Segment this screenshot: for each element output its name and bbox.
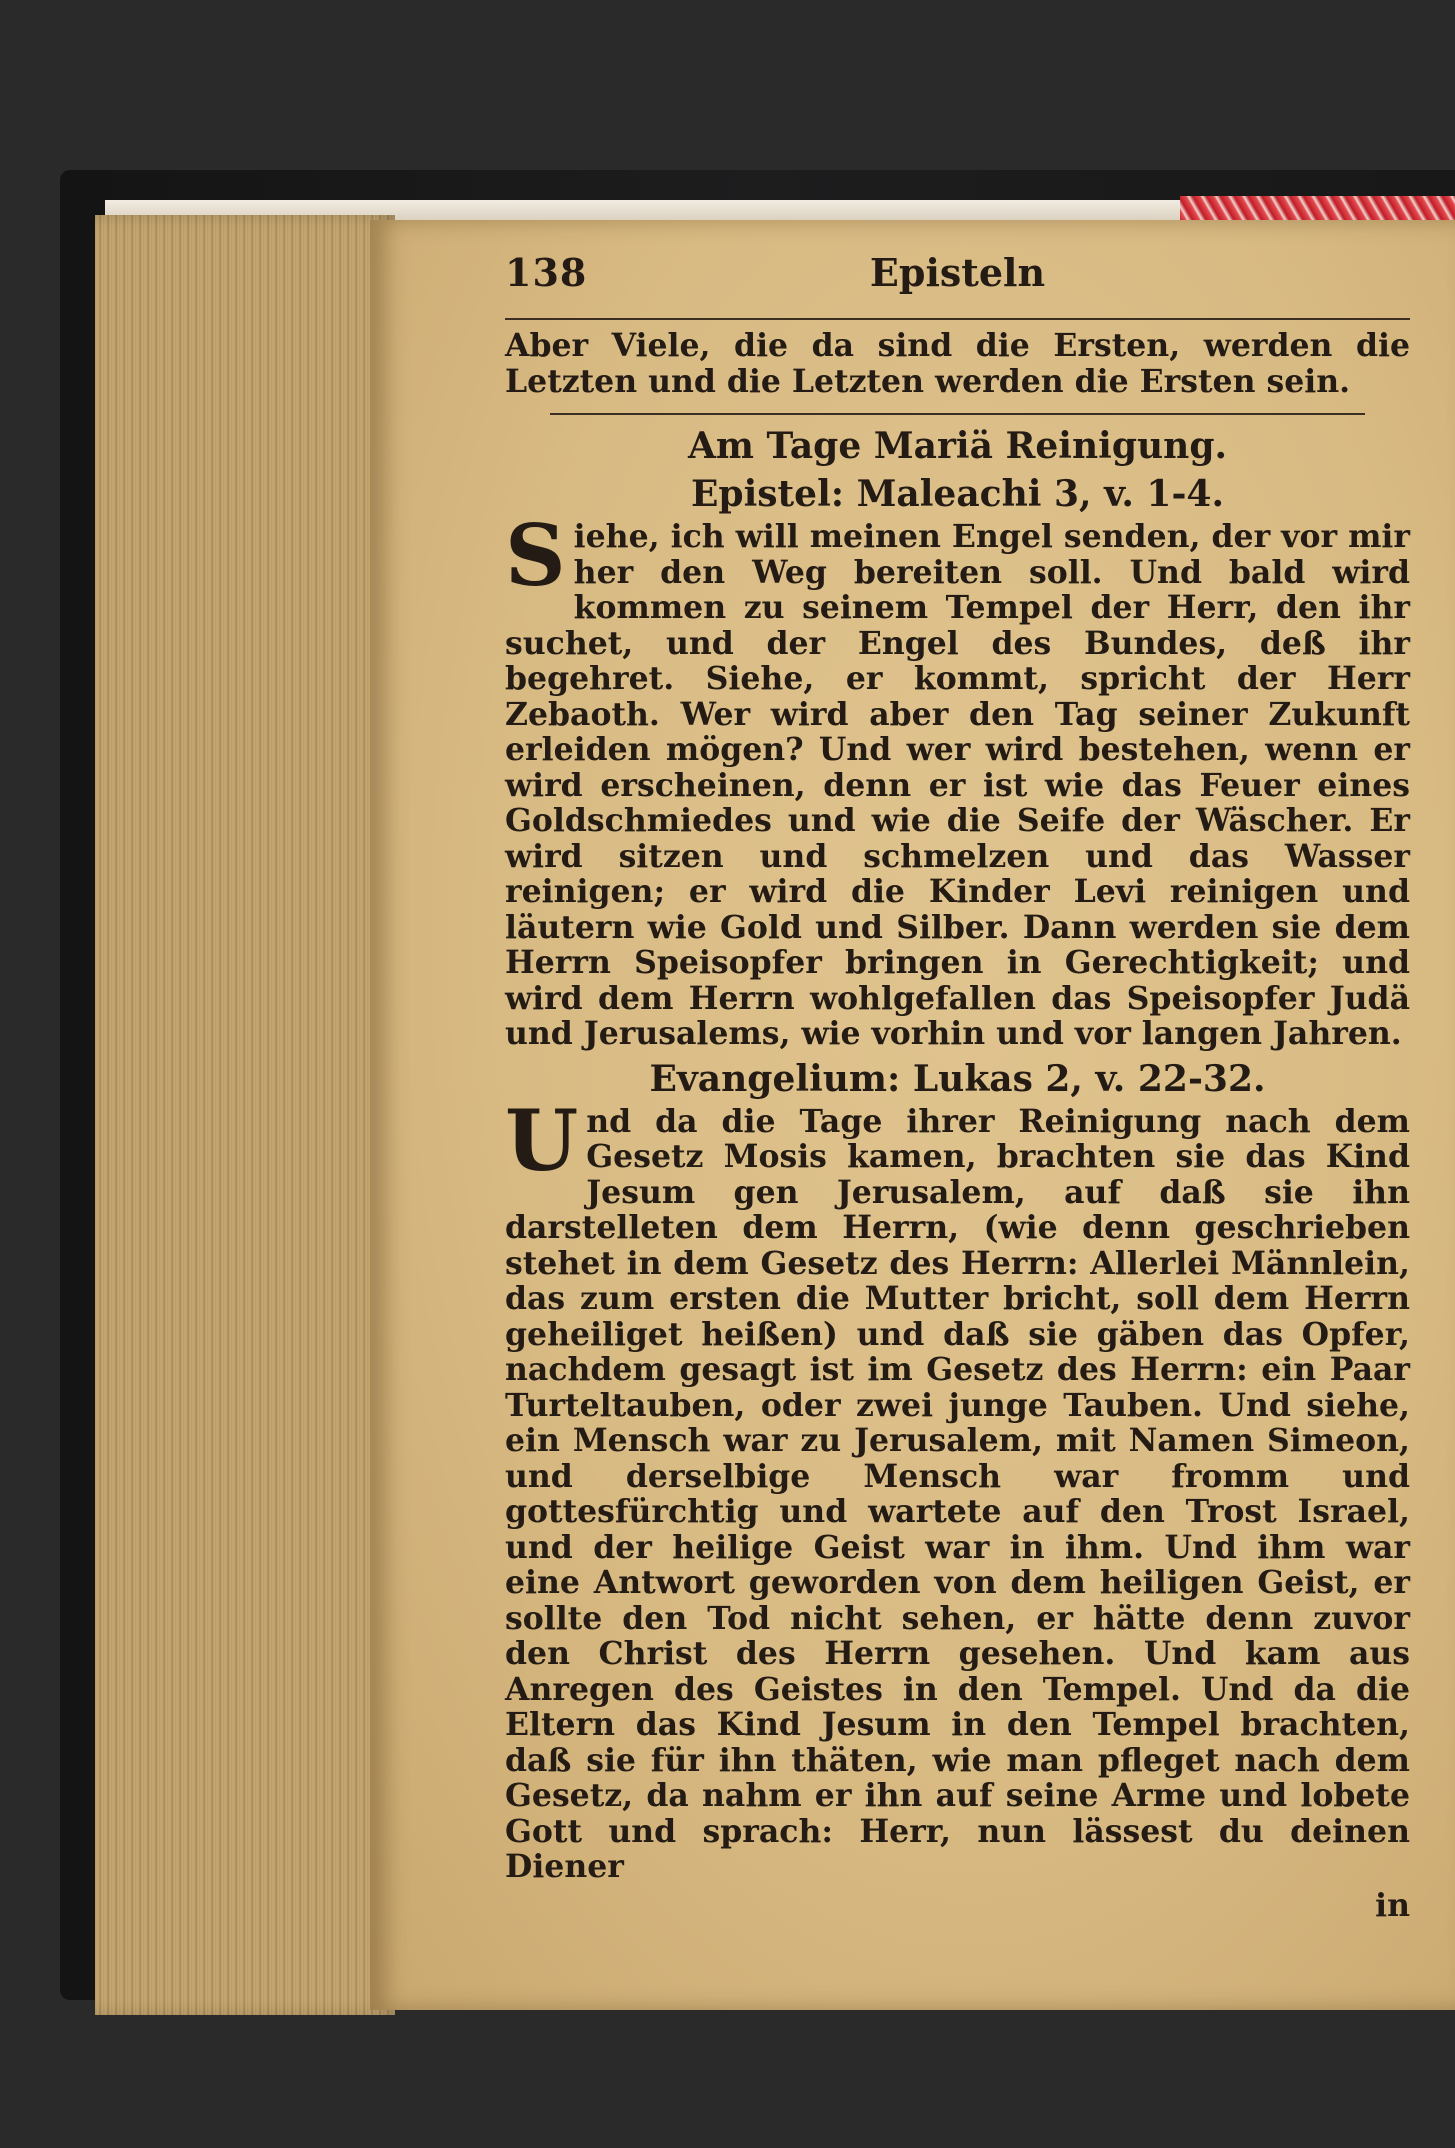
catchword: in (1375, 1886, 1410, 1924)
epistle-body: iehe, ich will meinen Engel senden, der vor mir her den Weg bereiten soll. Und bald wird kommen zu seinem Tempel der Herr, den ihr suchet, und der Engel des Bundes, deß ihr begehret. Siehe, er kommt, spricht der Herr Zebaoth. Wer wird aber den Tag seiner Zukunft erleiden mögen? Und wer wird bestehen, wenn er wird erscheinen, denn er ist wie das Feuer eines Goldschmiedes und wie die Seife der Wäscher. Er wird sitzen und schmelzen und das Wasser reinigen; er wird die Kinder Levi reinigen und läutern wie Gold und Silber. Dann werden sie dem Herrn Speisopfer bringen in Gerechtigkeit; und wird dem Herrn wohlgefallen das Speisopfer Judä und Jerusalems, wie vorhin und vor langen Jahren. (505, 518, 1410, 1052)
epistle-initial: S (505, 506, 566, 605)
feast-title: Am Tage Mariä Reinigung. (687, 425, 1228, 467)
running-title: Episteln (869, 250, 1046, 295)
gospel-heading: Evangelium: Lukas 2, v. 22-32. (649, 1057, 1266, 1100)
page-content (505, 240, 1410, 1924)
page-number: 138 (505, 250, 588, 295)
epistle-heading: Epistel: Maleachi 3, v. 1-4. (690, 473, 1225, 515)
header-rule (505, 318, 1410, 320)
ribbon-bookmark (1180, 196, 1455, 222)
previous-text: Aber Viele, die da sind die Ersten, werden die Letzten und die Letzten werden die Ersten sein. (505, 327, 1410, 400)
gospel-text (505, 1090, 1410, 1885)
page-header (505, 240, 1410, 318)
epistle-text (505, 506, 1410, 1052)
section-rule (550, 413, 1365, 415)
gospel-initial: U (505, 1090, 579, 1190)
page-edges-left (95, 215, 395, 2015)
gospel-body: nd da die Tage ihrer Reinigung nach dem Gesetz Mosis kamen, brachten sie das Kind Jesum gen Jerusalem, auf daß sie ihn darstelleten dem Herrn, (wie denn geschrieben stehet in dem Gesetz des Herrn: Allerlei Männlein, das zum ersten die Mutter bricht, soll dem Herrn geheiliget heißen) und daß sie gäben das Opfer, nachdem gesagt ist im Gesetz des Herrn: ein Paar Turteltauben, oder zwei junge Tauben. Und siehe, ein Mensch war zu Jerusalem, mit Namen Simeon, und derselbige Mensch war fromm und gottesfürchtig und wartete auf den Trost Israel, und der heilige Geist war in ihm. Und ihm war eine Antwort geworden von dem heiligen Geist, er sollte den Tod nicht sehen, er hätte denn zuvor den Christ des Herrn gesehen. Und kam aus Anregen des Geistes in den Tempel. Und da die Eltern das Kind Jesum in den Tempel brachten, daß sie für ihn thäten, wie man pfleget nach dem Gesetz, da nahm er ihn auf seine Arme und lobete Gott und sprach: Herr, nun lässest du deinen Diener (505, 1102, 1410, 1885)
